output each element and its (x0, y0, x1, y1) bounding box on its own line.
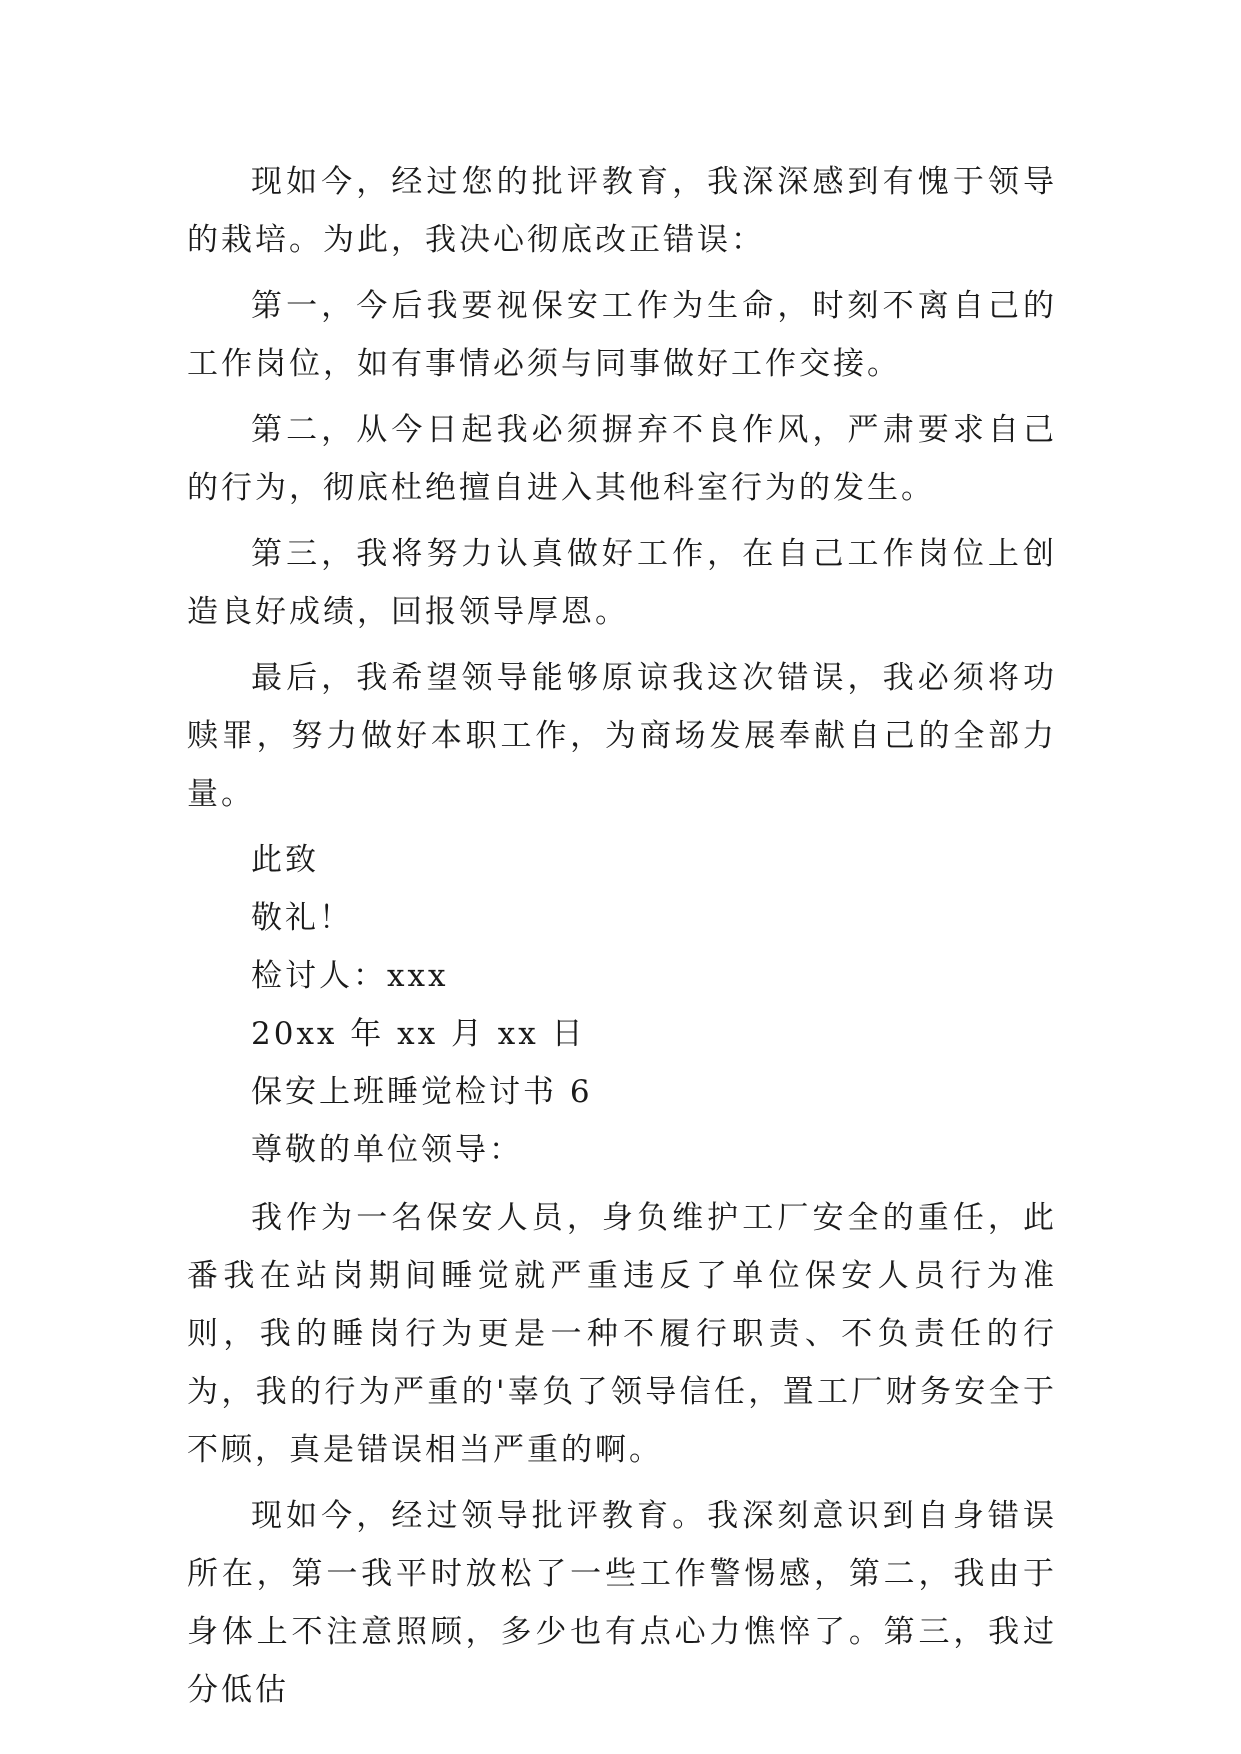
paragraph-intro: 现如今，经过您的批评教育，我深深感到有愧于领导的栽培。为此，我决心彻底改正错误： (187, 164, 1057, 258)
paragraph-point-one: 第一，今后我要视保安工作为生命，时刻不离自己的工作岗位，如有事情必须与同事做好工作交接。 (187, 288, 1057, 382)
signature-author: 检讨人：xxx (251, 958, 449, 994)
salutation-cizhi: 此致 (251, 842, 319, 878)
paragraph-body-two: 现如今，经过领导批评教育。我深刻意识到自身错误所在，第一我平时放松了一些工作警惕感，第二，我由于身体上不注意照顾，多少也有点心力憔悴了。第三，我过分低估 (187, 1498, 1057, 1708)
document-body (187, 153, 1057, 1727)
paragraph-closing: 最后，我希望领导能够原谅我这次错误，我必须将功赎罪，努力做好本职工作，为商场发展奉献自己的全部力量。 (187, 660, 1057, 812)
salutation-jingli: 敬礼！ (251, 900, 353, 936)
signature-date: 20xx 年 xx 月 xx 日 (251, 1016, 586, 1052)
paragraph-point-two: 第二，从今日起我必须摒弃不良作风，严肃要求自己的行为，彻底杜绝擅自进入其他科室行为的发生。 (187, 412, 1057, 506)
paragraph-point-three: 第三，我将努力认真做好工作，在自己工作岗位上创造良好成绩，回报领导厚恩。 (187, 536, 1057, 630)
greeting: 尊敬的单位领导： (251, 1132, 523, 1168)
paragraph-body-one: 我作为一名保安人员，身负维护工厂安全的重任，此番我在站岗期间睡觉就严重违反了单位保安人员行为准则，我的睡岗行为更是一种不履行职责、不负责任的行为，我的行为严重的'辜负了领导信任，置工厂财务安全于不顾，真是错误相当严重的啊。 (187, 1200, 1057, 1468)
section-heading: 保安上班睡觉检讨书 6 (251, 1074, 593, 1110)
